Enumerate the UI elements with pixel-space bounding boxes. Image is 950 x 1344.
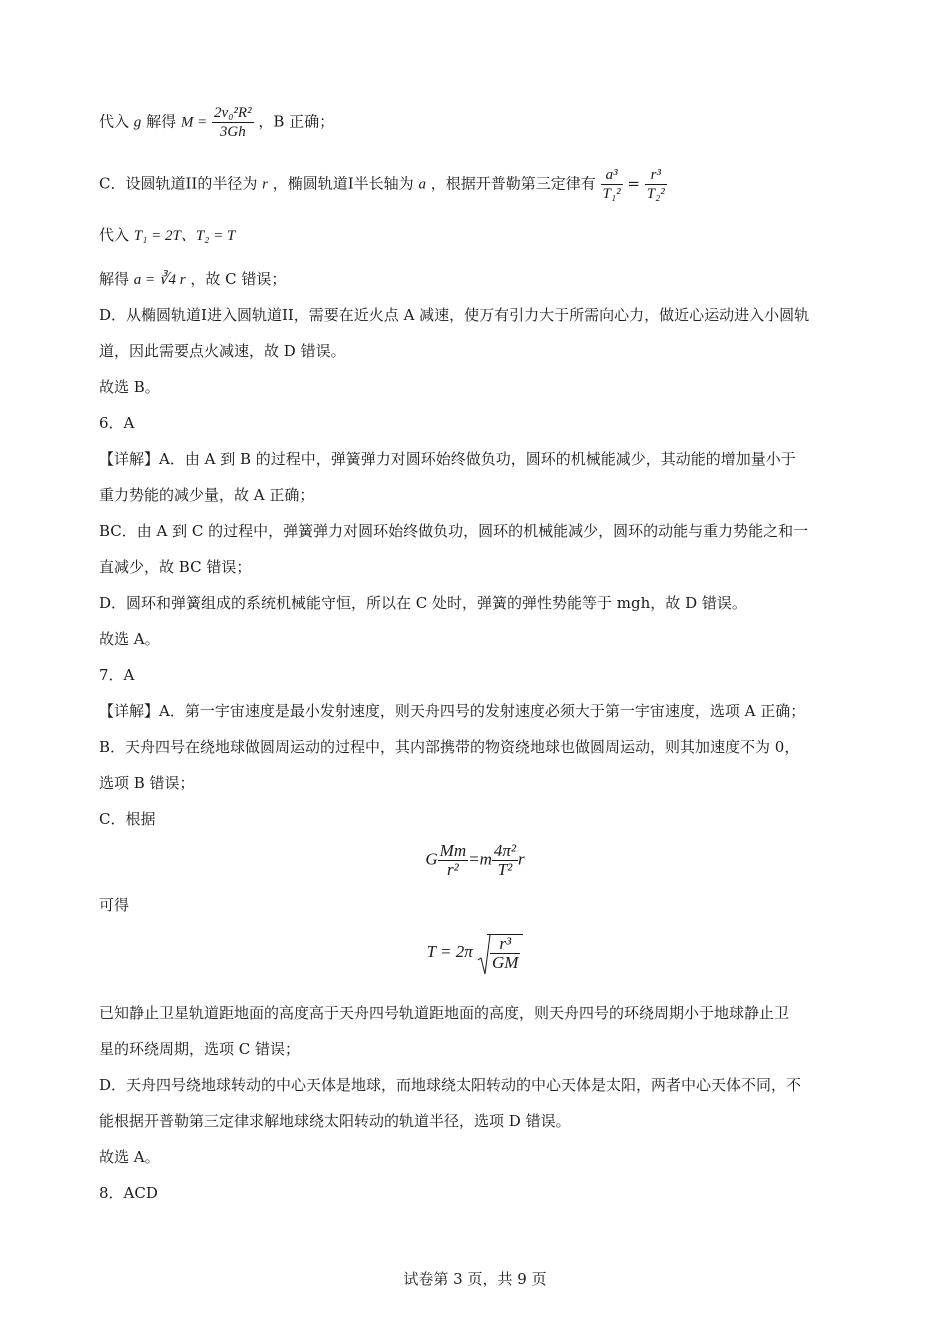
line-25: 故选 A。 [99, 1148, 160, 1166]
symbol-r: r [517, 849, 525, 869]
line-9: 【详解】A．由 A 到 B 的过程中，弹簧弹力对圆环始终做负功，圆环的机械能减少，其动能的增加量小于 [99, 450, 796, 468]
text: 解得 [99, 270, 130, 288]
numerator: r³ [645, 166, 667, 185]
equation-1 [0, 842, 950, 879]
line-10: 重力势能的减少量，故 A 正确； [99, 486, 315, 504]
denominator: GM [491, 953, 519, 972]
fraction [492, 842, 518, 879]
denominator: 3Gh [219, 124, 246, 140]
symbol-M: M = [180, 114, 208, 131]
fraction [645, 166, 667, 203]
line-26: 8．ACD [99, 1184, 158, 1202]
text: 代入 [99, 226, 130, 244]
line-6: 道，因此需要点火减速，故 D 错误。 [99, 342, 346, 360]
text: 解得 [146, 112, 177, 131]
line-4 [99, 268, 286, 291]
fraction [490, 935, 520, 972]
numerator: Mm [439, 841, 467, 860]
radical-sign-icon [477, 934, 491, 976]
denominator: T² [497, 860, 513, 879]
text: ，根据开普勒第三定律有 [430, 174, 596, 193]
symbol-r: r [262, 176, 268, 193]
symbol-a: a [418, 176, 426, 193]
equals: = [627, 174, 640, 193]
line-8: 6．A [99, 414, 135, 432]
sqrt [477, 934, 523, 972]
line-16: 【详解】A．第一宇宙速度是最小发射速度，则天舟四号的发射速度必须大于第一宇宙速度，选项 A 正确； [99, 702, 806, 720]
text: ，椭圆轨道I半长轴为 [272, 174, 414, 193]
line-12: 直减少，故 BC 错误； [99, 558, 252, 576]
numerator: 2v₀²R² [214, 105, 252, 121]
math: T₁ = 2T、T₂ = T [133, 228, 236, 244]
line-21: 已知静止卫星轨道距地面的高度高于天舟四号轨道距地面的高度，则天舟四号的环绕周期小于地球静止卫 [99, 1004, 790, 1022]
numerator: 4π² [493, 841, 516, 860]
fraction [601, 166, 623, 203]
numerator: r³ [490, 935, 520, 954]
denominator: T₂² [646, 186, 665, 202]
line-22: 星的环绕周期，选项 C 错误； [99, 1040, 301, 1058]
line-23: D．天舟四号绕地球转动的中心天体是地球，而地球绕太阳转动的中心天体是太阳，两者中心天体不同，不 [99, 1076, 802, 1094]
text: 代入 [99, 112, 130, 131]
line-15: 7．A [99, 666, 135, 684]
line-20: 可得 [99, 896, 130, 914]
denominator: r² [447, 860, 459, 879]
text: C．设圆轨道II的半径为 [99, 174, 258, 193]
equation-2 [0, 934, 950, 972]
fraction [212, 104, 254, 141]
line-1 [99, 104, 334, 141]
symbol-G: G [425, 849, 438, 869]
line-14: 故选 A。 [99, 630, 160, 648]
line-5: D．从椭圆轨道I进入圆轨道II，需要在近火点 A 减速，使万有引力大于所需向心力，做近心运动进入小圆轨 [99, 306, 810, 324]
denominator: T₁² [602, 186, 621, 202]
line-18: 选项 B 错误； [99, 774, 195, 792]
symbol-g: g [133, 114, 142, 131]
line-13: D．圆环和弹簧组成的系统机械能守恒，所以在 C 处时，弹簧的弹性势能等于 mgh，故 D 错误。 [99, 594, 747, 612]
page-footer: 试卷第 3 页，共 9 页 [403, 1270, 547, 1288]
text: ，故 C 错误； [190, 270, 287, 288]
math-left: T = 2π [426, 941, 473, 961]
line-11: BC．由 A 到 C 的过程中，弹簧弹力对圆环始终做负功，圆环的机械能减少，圆环的动能与重力势能之和一 [99, 522, 809, 540]
line-24: 能根据开普勒第三定律求解地球绕太阳转动的轨道半径，选项 D 错误。 [99, 1112, 571, 1130]
line-2 [99, 166, 667, 203]
text: ，B 正确； [258, 112, 335, 131]
line-17: B．天舟四号在绕地球做圆周运动的过程中，其内部携带的物资绕地球也做圆周运动，则其加速度不为 0， [99, 738, 800, 756]
math: a = ∛4 r [133, 272, 186, 288]
numerator: a³ [601, 166, 623, 185]
equals-m: =m [468, 849, 492, 869]
fraction [438, 842, 468, 879]
line-3 [99, 224, 235, 247]
line-7: 故选 B。 [99, 378, 160, 396]
line-19: C．根据 [99, 810, 156, 828]
